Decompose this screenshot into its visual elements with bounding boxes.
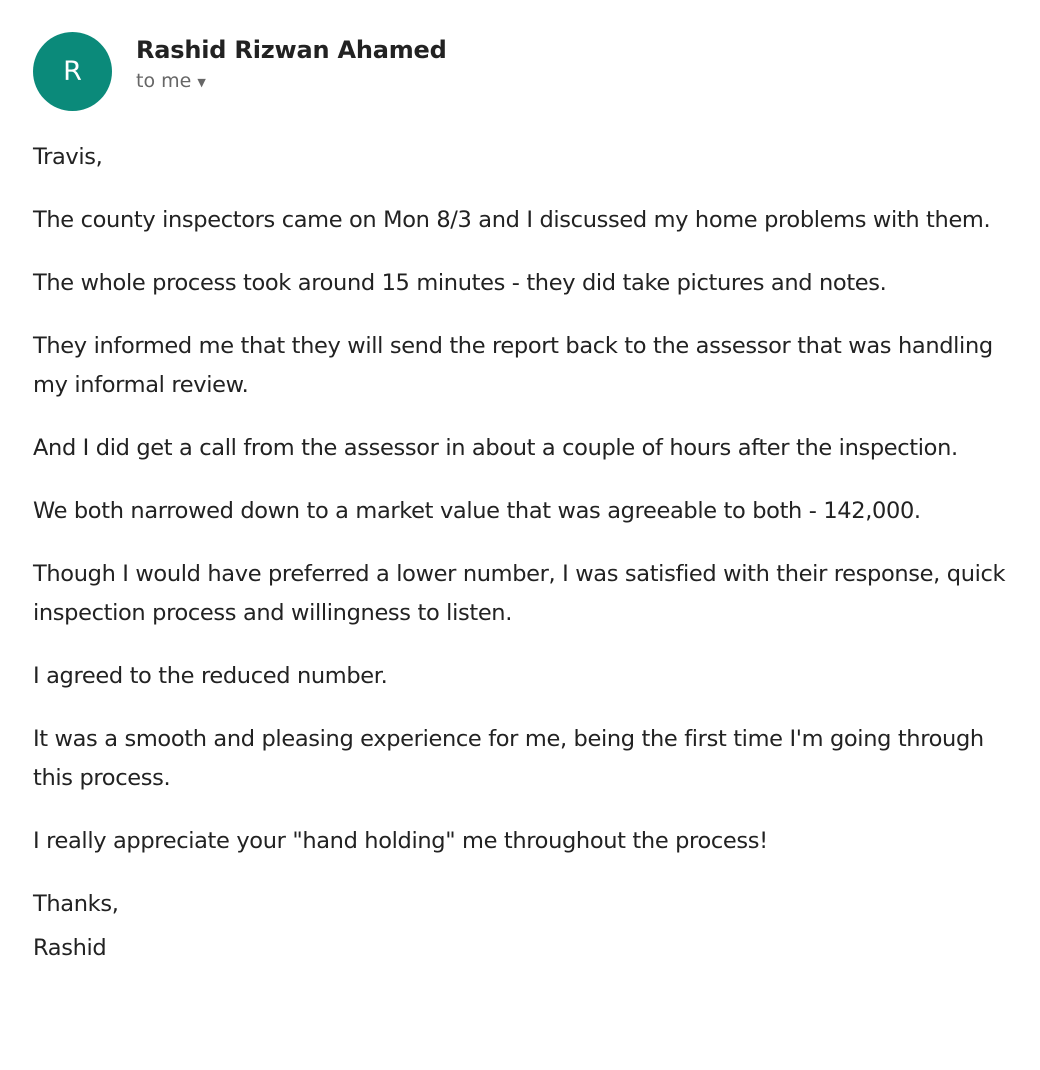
message-paragraph: Though I would have preferred a lower number, I was satisfied with their response, quick inspection process and willingness to listen. [33, 561, 1006, 626]
message-paragraph: The county inspectors came on Mon 8/3 and I discussed my home problems with them. [33, 207, 991, 233]
message-body [33, 138, 1018, 973]
message-closing: Thanks, [33, 891, 119, 917]
avatar-initial: R [63, 56, 82, 87]
recipient-label: to me [136, 70, 192, 92]
sender-meta [136, 35, 447, 94]
sender-name[interactable]: Rashid Rizwan Ahamed [136, 36, 447, 64]
message-header [33, 32, 447, 111]
message-signature: Rashid [33, 935, 107, 961]
message-paragraph: And I did get a call from the assessor in about a couple of hours after the inspection. [33, 435, 958, 461]
avatar[interactable] [33, 32, 112, 111]
recipient-details-toggle[interactable] [136, 68, 447, 94]
message-paragraph: The whole process took around 15 minutes - they did take pictures and notes. [33, 270, 887, 296]
message-paragraph: They informed me that they will send the report back to the assessor that was handling my informal review. [33, 333, 993, 398]
message-signature-block [33, 885, 1018, 968]
message-greeting: Travis, [33, 144, 103, 170]
message-paragraph: I agreed to the reduced number. [33, 663, 388, 689]
message-paragraph: We both narrowed down to a market value that was agreeable to both - 142,000. [33, 498, 921, 524]
message-paragraph: I really appreciate your "hand holding" me throughout the process! [33, 828, 768, 854]
message-paragraph: It was a smooth and pleasing experience for me, being the first time I'm going through this process. [33, 726, 984, 791]
caret-down-icon[interactable]: ▼ [197, 76, 206, 89]
